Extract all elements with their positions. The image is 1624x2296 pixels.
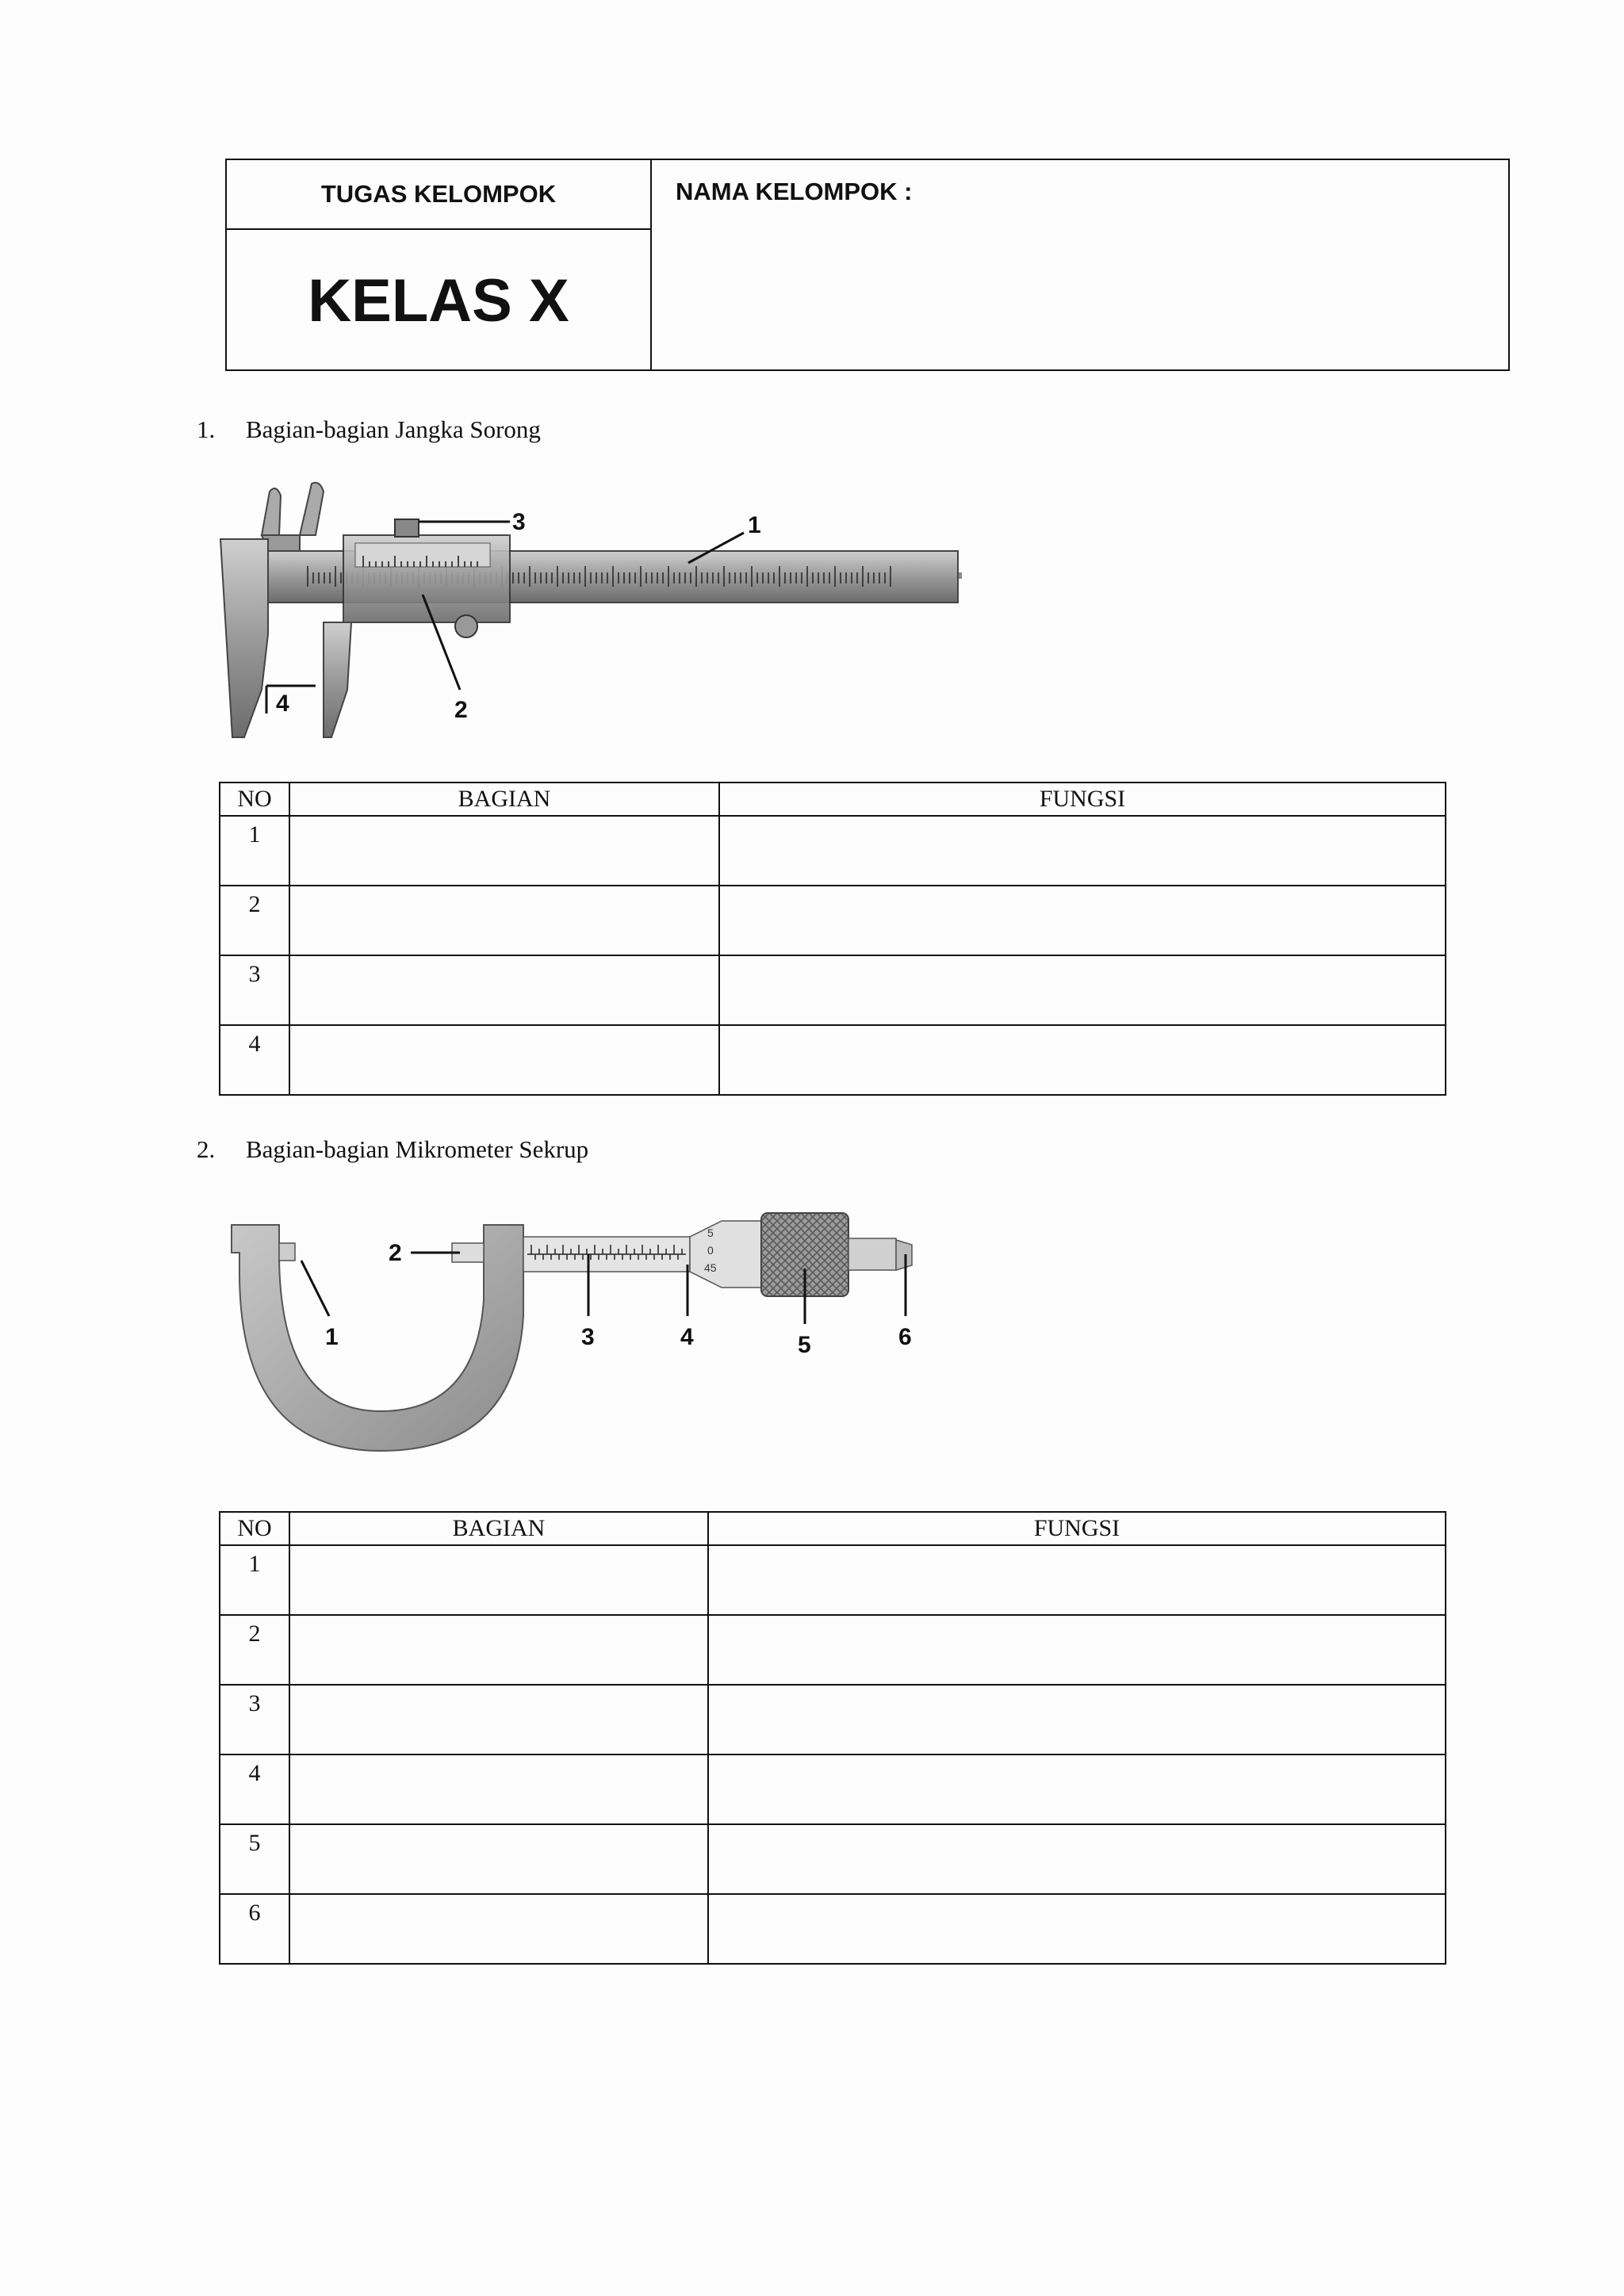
bagian-cell[interactable] [289,1755,708,1824]
table-row [220,1824,1446,1894]
class-label: KELAS X [308,266,569,335]
row-number: 1 [220,1545,289,1615]
micrometer-parts-table [219,1511,1446,1965]
table-row [220,1755,1446,1824]
header-box [225,159,1510,371]
fungsi-cell[interactable] [719,955,1446,1025]
bagian-cell[interactable] [289,955,719,1025]
micrometer-callout-1: 1 [325,1324,339,1350]
thimble-mark-45: 45 [704,1261,717,1274]
caliper-callout-4: 4 [276,691,289,717]
micrometer-callout-5: 5 [798,1332,811,1358]
row-number: 4 [220,1755,289,1824]
bagian-cell[interactable] [289,1894,708,1964]
section-2-number: 2. [197,1135,216,1163]
vernier-caliper-diagram [213,476,966,745]
bagian-cell[interactable] [289,1685,708,1755]
row-number: 5 [220,1824,289,1894]
micrometer-callout-6: 6 [898,1324,912,1350]
caliper-parts-table [219,782,1446,1096]
section-1-number: 1. [197,415,216,443]
column-header-fungsi: FUNGSI [719,783,1446,816]
column-header-no: NO [220,1512,289,1545]
row-number: 3 [220,955,289,1025]
header-left-column [227,160,652,369]
table-header-row [220,1512,1446,1545]
section-1-heading [197,415,541,444]
micrometer-callout-4: 4 [680,1324,694,1350]
row-number: 1 [220,816,289,886]
thimble-mark-5: 5 [707,1226,714,1239]
column-header-fungsi: FUNGSI [708,1512,1446,1545]
table-row [220,1894,1446,1964]
section-2-heading [197,1135,588,1164]
bagian-cell[interactable] [289,1615,708,1685]
column-header-no: NO [220,783,289,816]
fungsi-cell[interactable] [719,1025,1446,1095]
table-row [220,816,1446,886]
fungsi-cell[interactable] [708,1545,1446,1615]
bagian-cell[interactable] [289,1025,719,1095]
task-label: TUGAS KELOMPOK [227,160,650,230]
vernier-caliper-illustration [213,476,966,745]
table-row [220,886,1446,955]
fungsi-cell[interactable] [708,1685,1446,1755]
fungsi-cell[interactable] [708,1615,1446,1685]
row-number: 2 [220,1615,289,1685]
row-number: 2 [220,886,289,955]
column-header-bagian: BAGIAN [289,1512,708,1545]
fungsi-cell[interactable] [708,1824,1446,1894]
fungsi-cell[interactable] [719,816,1446,886]
section-2-title: Bagian-bagian Mikrometer Sekrup [246,1135,589,1163]
caliper-callout-2: 2 [454,697,468,723]
bagian-cell[interactable] [289,1545,708,1615]
row-number: 4 [220,1025,289,1095]
table-row [220,1025,1446,1095]
table-header-row [220,783,1446,816]
row-number: 3 [220,1685,289,1755]
bagian-cell[interactable] [289,886,719,955]
group-name-label: NAMA KELOMPOK : [676,178,913,205]
column-header-bagian: BAGIAN [289,783,719,816]
table-row [220,1615,1446,1685]
fungsi-cell[interactable] [708,1894,1446,1964]
section-1-title: Bagian-bagian Jangka Sorong [246,415,541,443]
bagian-cell[interactable] [289,1824,708,1894]
micrometer-illustration [222,1205,952,1475]
fungsi-cell[interactable] [708,1755,1446,1824]
caliper-callout-1: 1 [748,512,761,538]
thimble-mark-0: 0 [707,1244,714,1257]
table-row [220,1545,1446,1615]
table-row [220,1685,1446,1755]
caliper-callout-3: 3 [512,509,526,535]
fungsi-cell[interactable] [719,886,1446,955]
table-row [220,955,1446,1025]
micrometer-callout-3: 3 [581,1324,595,1350]
bagian-cell[interactable] [289,816,719,886]
micrometer-callout-2: 2 [389,1240,402,1266]
micrometer-diagram [222,1205,952,1475]
row-number: 6 [220,1894,289,1964]
